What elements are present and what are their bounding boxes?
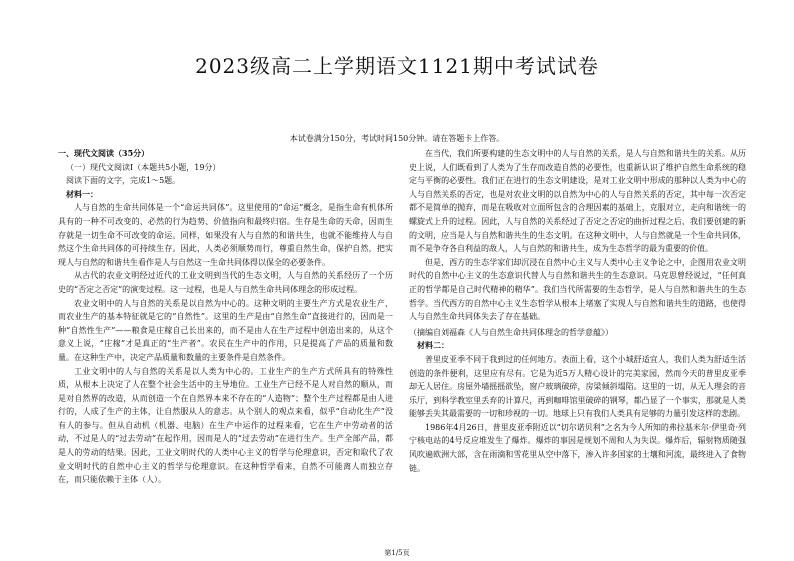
reading-instruction: 阅读下面的文字，完成1～5题。 xyxy=(66,176,181,186)
right-paragraph: 普里皮亚季不同于我到过的任何地方。表面上看，这个小城舒适宜人，我们人类为舒适生活创造的条件便利，这里应有尽有。它是为近5万人精心设计的完美家园，然而今天的普里皮亚季却无人居住。房屋外墙摇摇欲坠，窗户玻璃破碎，房梁倾斜塌陷。这里的一切，从无人理会的音乐厅，到科学教室里丢弃的计算尺，再到咖啡馆里破碎的钢琴，都凸显了一个事实，那就是人类能够丢失其最需要的一切和珍视的一切。地球上只有我们人类具有足够的力量引发这样的悲剧。 xyxy=(409,354,746,419)
right-paragraph: 但是，西方的生态学家们却沉浸在自然中心主义与人类中心主义争论之中，企图用农业文明时代的自然中心主义的生态意识代替人与自然和谐共生的生态意识。马克思曾经说过，“任何真正的哲学都是自己时代精神的精华”。我们当代所需要的生态哲学，是人与自然和谐共生的生态哲学。当代西方的自然中心主义生态哲学从根本上堵塞了实现人与自然和谐共生的道路，也使得人与自然生命共同体失去了存在基础。 xyxy=(409,257,746,322)
left-paragraph: 农业文明中的人与自然的关系是以自然为中心的。这种文明的主要生产方式是农业生产，而农业生产的基本特征就是它的“自然性”。这里的生产是由“自然生命”直接进行的，因而是一种“自然性生产”——粮食是庄稼自己长出来的，而不是由人在生产过程中创造出来的，从这个意义上说，“庄稼”才是真正的“生产者”。农民在生产中的作用，只是提高了产品的质量和数量。在这种生产中，决定产品质量和数量的主要条件是自然条件。 xyxy=(58,298,393,362)
exam-notice: 本试卷满分150分，考试时间150分钟。请在答题卡上作答。 xyxy=(289,134,505,143)
source-citation: （摘编自刘福森《人与自然生命共同体理念的哲学意蕴》） xyxy=(409,327,613,337)
material-two-label: 材料二： xyxy=(417,340,449,351)
section-heading: 一、现代文阅读（35分） xyxy=(58,148,150,158)
page-number: 第1/5页 xyxy=(384,549,410,557)
right-paragraph: 在当代，我们所要构建的生态文明中的人与自然的关系，是人与自然和谐共生的关系。从历史上说，人们既看到了人类为了生存而改造自然的必要性，也重新认识了维护自然生命系统的稳定与平衡的必要性。我们正在进行的生态文明建设，是对工业文明中形成的那种以人类为中心的人与自然关系的否定，也是对农业文明的以自然为中心的人与自然关系的否定，其中每一次否定都不是简单的抛弃，而是在吸收对立面所包含的合理因素的基础上，克服对立，走向和谐统一的螺旋式上升的过程。因此，人与自然的关系经过了否定之否定的曲折过程之后，我们要创建的新的文明，应当是人与自然和谐共生的生态文明。在这种文明中，人与自然就是一个生命共同体，而不是争夺各自利益的敌人，人与自然的和谐共生，成为生态哲学的最为重要的价值。 xyxy=(409,149,746,254)
material-one-label: 材料一： xyxy=(66,188,98,199)
left-paragraph: 工业文明中的人与自然的关系是以人类为中心的。工业生产的生产方式所具有的特殊性质，从根本上决定了人在整个社会生活中的主导地位。工业生产已经不是人对自然的顺从，而是对自然界的改造，从而创造一个在自然界本来不存在的“人造物”；整个生产过程都是由人进行的，人成了生产的主体，让自然服从人的意志。从个别人的观点来看，似乎“自动化生产”没有人的参与。但从自动机（机器、电脑）在生产中运作的过程来看，它在生产中劳动者的活动，不过是人的“过去劳动”在起作用，因而是人的“过去劳动”在进行生产。生产全部产品，都是人的劳动的结果。因此，工业文明时代的人类中心主义的哲学与伦理意识，否定和取代了农业文明时代的自然中心主义的哲学与伦理意识。在这种哲学看来，自然不可能离人而独立存在，而只能依赖于主体（人）。 xyxy=(58,366,393,485)
left-paragraph: 人与自然的生命共同体是一个“命运共同体”。这里使用的“命运”概念，是指生命有机体所具有的一种不可改变的、必然的行为趋势、价值指向和最终归宿。生存是生命的天命，因而生存就是一切生命不可改变的命运。同样，如果没有人与自然的和谐共生，也就不能维持人与自然这个生命共同体的可持续生存。因此，人类必须顺势而行，尊重自然生命，保护自然，把实现人与自然的和谐共生看作是人与自然这一生命共同体得以保全的必要条件。 xyxy=(58,203,393,267)
right-paragraph: 1986年4月26日，普里皮亚季附近以“切尔诺贝利”之名为今人所知的弗拉基米尔·伊里奇·列宁核电站的4号反应堆发生了爆炸。爆炸的事因是规划不周和人为失误。爆炸后，辐射物质随强风吹遍欧洲大部，含在雨滴和雪花里从空中落下，渗入许多国家的土壤和河流，最终进入了食物链。 xyxy=(409,422,746,473)
left-column xyxy=(58,147,393,487)
subsection-heading: （一）现代文阅读Ⅰ（本题共5小题，19分） xyxy=(66,162,221,172)
left-paragraph: 从古代的农业文明经过近代的工业文明到当代的生态文明，人与自然的关系经历了一个历史的“否定之否定”的演变过程。这一过程，也是人与自然生命共同体理念的形成过程。 xyxy=(58,271,393,294)
exam-title: 2023级高二上学期语文1121期中考试试卷 xyxy=(195,54,599,78)
right-column xyxy=(409,147,746,475)
